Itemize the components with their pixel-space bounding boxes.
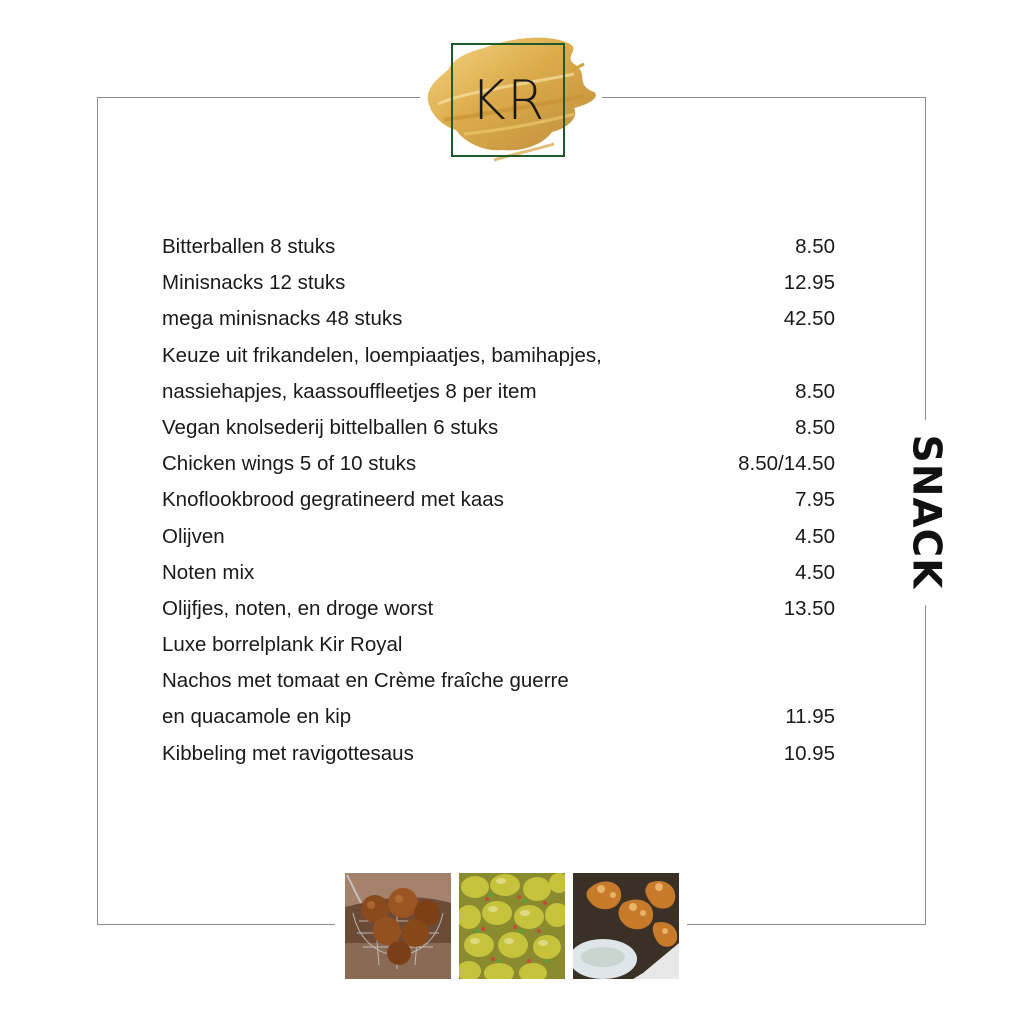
- menu-item-name: Minisnacks 12 stuks: [162, 271, 346, 295]
- menu-item: [162, 301, 862, 337]
- menu-item: [162, 374, 862, 410]
- menu-item-name: nassiehapjes, kaassouffleetjes 8 per item: [162, 379, 537, 403]
- menu-item-price: 7.95: [795, 488, 835, 512]
- kr-logo: [424, 34, 602, 166]
- menu-item-name: Kibbeling met ravigottesaus: [162, 741, 414, 765]
- menu-item: [162, 663, 862, 699]
- menu-item-price: 13.50: [783, 596, 835, 620]
- menu-item-name: Chicken wings 5 of 10 stuks: [162, 452, 417, 476]
- menu-item-name: Nachos met tomaat en Crème fraîche guerre: [162, 669, 569, 693]
- menu-item-price: 11.95: [785, 705, 835, 729]
- logo-text: KR: [470, 68, 546, 132]
- menu-item: [162, 519, 862, 555]
- menu-item: [162, 410, 862, 446]
- menu-item-name: Knoflookbrood gegratineerd met kaas: [162, 488, 504, 512]
- menu-item: [162, 338, 862, 374]
- menu-item-price: 4.50: [795, 524, 835, 548]
- menu-item-price: 42.50: [783, 307, 835, 331]
- menu-item: [162, 555, 862, 591]
- menu-item-price: 8.50: [795, 415, 835, 439]
- menu-item-name: mega minisnacks 48 stuks: [162, 307, 403, 331]
- menu-item: [162, 265, 862, 301]
- menu-item-name: Noten mix: [162, 560, 255, 584]
- menu-item-price: 12.95: [783, 271, 835, 295]
- menu-item-price: 4.50: [795, 560, 835, 584]
- menu-item-name: Vegan knolsederij bittelballen 6 stuks: [162, 415, 499, 439]
- menu-item: [162, 446, 862, 482]
- menu-item-price: 8.50: [795, 235, 835, 258]
- menu-item-name: en quacamole en kip: [162, 705, 352, 729]
- menu-item: [162, 736, 862, 772]
- menu-item-name: Luxe borrelplank Kir Royal: [162, 633, 403, 657]
- menu-item-name: Bitterballen 8 stuks: [162, 235, 336, 258]
- menu-item-price: 8.50/14.50: [738, 452, 835, 476]
- menu-item: [162, 591, 862, 627]
- olives-photo: [459, 873, 565, 979]
- section-title: SNACK: [903, 434, 949, 590]
- menu-item-name: Olijven: [162, 524, 225, 548]
- menu-item: [162, 699, 862, 735]
- menu-item: [162, 229, 862, 265]
- menu-item-name: Keuze uit frikandelen, loempiaatjes, bamihapjes,: [162, 343, 602, 367]
- menu-item-price: 8.50: [795, 379, 835, 403]
- menu-list: [162, 229, 862, 772]
- bitterballen-photo: [345, 873, 451, 979]
- menu-item-name: Olijfjes, noten, en droge worst: [162, 596, 434, 620]
- menu-item-price: 10.95: [783, 741, 835, 765]
- menu-item: [162, 482, 862, 518]
- kibbeling-photo: [573, 873, 679, 979]
- menu-item: [162, 627, 862, 663]
